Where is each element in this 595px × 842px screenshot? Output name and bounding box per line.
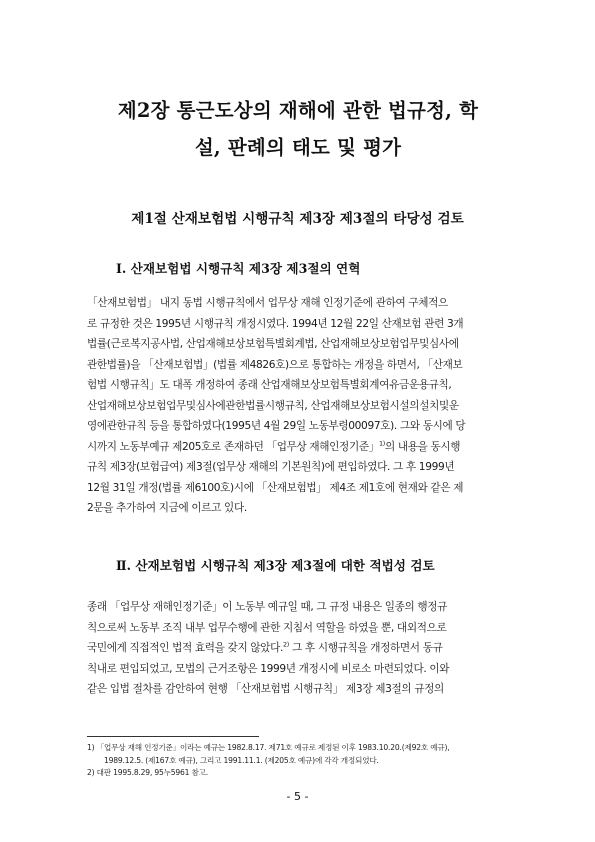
paragraph-line: 「산재보험법」 내지 동법 시행규칙에서 업무상 재해 인정기준에 관하여 구체적으: [87, 297, 448, 309]
paragraph-line: 로 규정한 것은 1995년 시행규칙 개정시였다. 1994년 12월 22일 산재보험 관련 3개: [87, 317, 464, 330]
legality-paragraph: [87, 597, 509, 700]
chapter-title-line2: 설, 판례의 태도 및 평가: [194, 136, 402, 159]
paragraph-line: 종래 「업무상 재해인정기준」이 노동부 예규일 때, 그 규정 내용은 일종의 행정규: [87, 601, 448, 613]
chapter-title-line1: 제2장 통근도상의 재해에 관한 법규정, 학: [117, 99, 479, 122]
footnote-reference: 2): [283, 640, 289, 649]
paragraph-line: 규칙 제3장(보험급여) 제3절(업무상 재해의 기본원칙)에 편입하였다. 그 후 1999년: [87, 461, 455, 473]
chapter-title: [78, 92, 518, 166]
paragraph-text: 그 후 시행규칙을 개정하면서 동규: [289, 642, 443, 654]
footnotes: [87, 742, 517, 780]
subsection-heading-history: Ⅰ. 산재보험법 시행규칙 제3장 제3절의 연혁: [116, 261, 361, 276]
paragraph-line: 영에관한규칙 등을 통합하였다(1995년 4월 29일 노동부령00097호). 그와 동시에 당: [87, 420, 466, 432]
paragraph-line: 험법 시행규칙」도 대폭 개정하여 종래 산업재해보상보험특별회계여유금운용규칙,: [87, 379, 452, 391]
paragraph-text: 의 내용을 동시행: [384, 440, 461, 453]
history-paragraph: [87, 293, 509, 519]
paragraph-text: 시까지 노동부예규 제205호로 존재하던 「업무상 재해인정기준」: [87, 440, 379, 453]
paragraph-line-with-footnote: [87, 638, 509, 659]
footnote-2: 2) 대판 1995.8.29, 95누5961 참고.: [87, 768, 208, 777]
paragraph-line: 칙으로써 노동부 조직 내부 업무수행에 관한 지침서 역할을 하였을 뿐, 대외적으로: [87, 621, 447, 634]
paragraph-line: 법률(근로복지공사법, 산업재해보상보험특별회계법, 산업재해보상보험업무및심사에: [87, 338, 459, 350]
footnote-reference: 1): [378, 438, 385, 447]
subsection-heading-legality: Ⅱ. 산재보험법 시행규칙 제3장 제3절에 대한 적법성 검토: [116, 558, 435, 573]
footnote-1-continuation: 1989.12.5. (제167호 예규), 그리고 1991.11.1. (제205호 예규)에 각각 개정되었다.: [104, 755, 379, 765]
paragraph-line: 12월 31일 개정(법률 제6100호)시에 「산재보험법」 제4조 제1호에 현재와 같은 제: [87, 481, 464, 494]
footnote-1: 1) 「업무상 재해 인정기준」이라는 예규는 1982.8.17. 제71호 예규로 제정된 이후 1983.10.20.(제92호 예규),: [87, 743, 450, 752]
paragraph-text: 국민에게 직접적인 법적 효력을 갖지 않았다.: [87, 642, 284, 654]
page-number: - 5 -: [286, 790, 309, 803]
paragraph-line: 칙내로 편입되었고, 모법의 근거조항은 1999년 개정시에 비로소 마련되었다. 이와: [87, 662, 450, 675]
section-title: 제1절 산재보험법 시행규칙 제3장 제3절의 타당성 검토: [131, 211, 464, 227]
paragraph-line: 관한법률)을 「산재보험법」(법률 제4826호)으로 통합하는 개정을 하면서, 「산재보: [87, 358, 463, 371]
paragraph-line: 산업재해보상보험업무및심사에관한법률시행규칙, 산업재해보상보험시설의설치및운: [87, 399, 459, 412]
paragraph-line: 2문을 추가하여 지금에 이르고 있다.: [87, 502, 247, 514]
paragraph-line-with-footnote: [87, 437, 509, 458]
footnote-divider: [87, 736, 259, 737]
paragraph-line: 같은 입법 절차를 감안하여 현행 「산재보험법 시행규칙」 제3장 제3절의 규정의: [87, 683, 444, 695]
